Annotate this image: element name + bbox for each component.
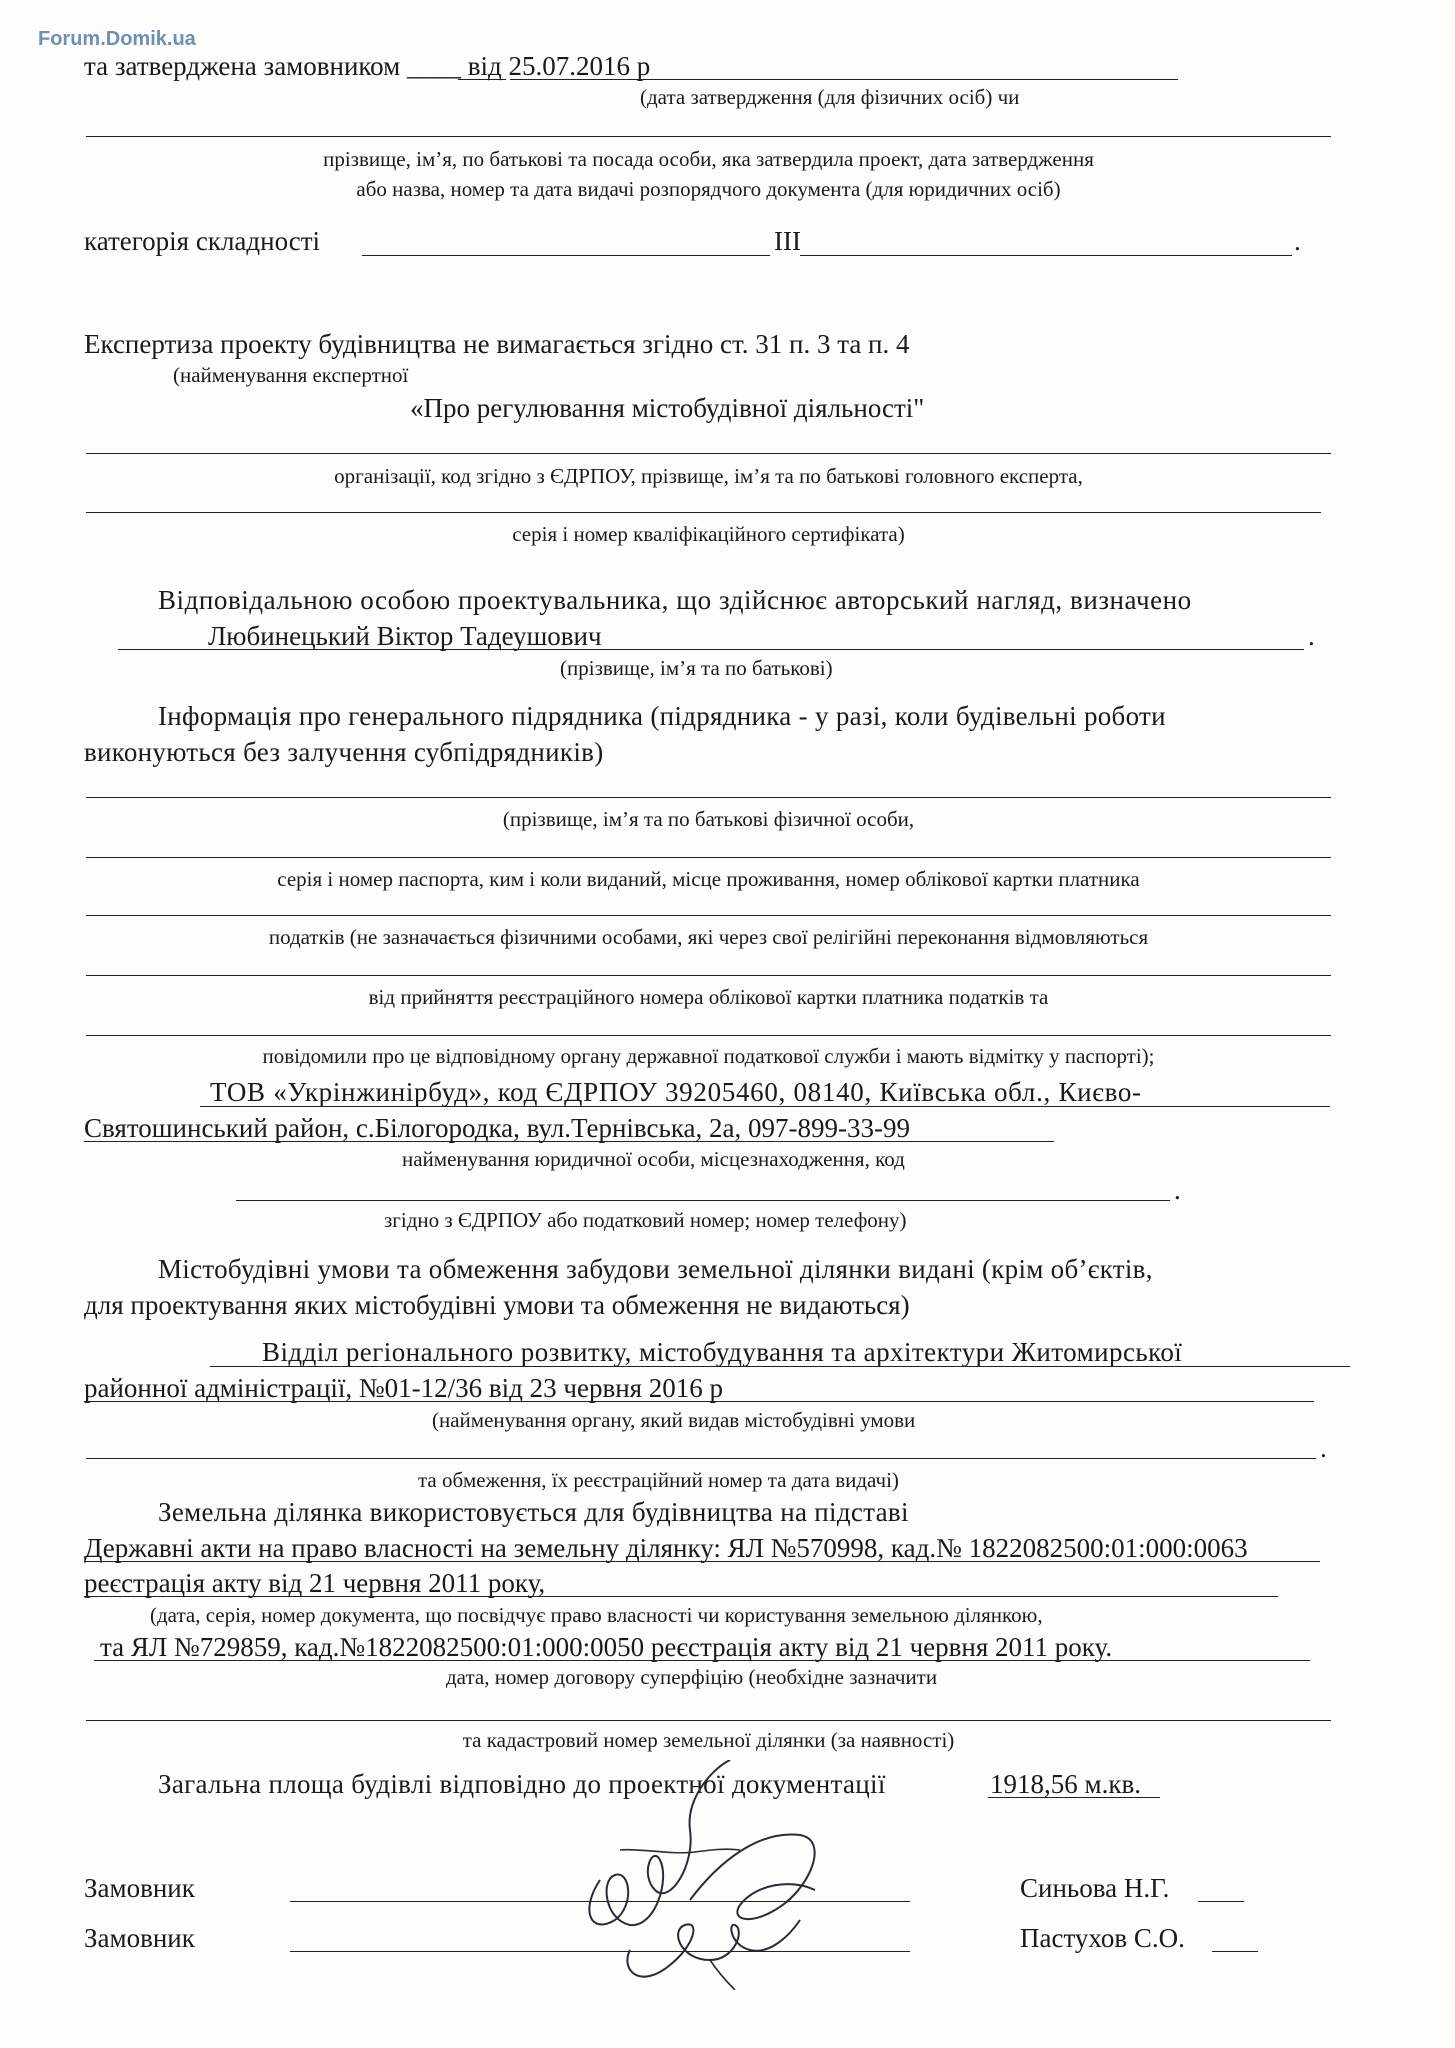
expertise-line-2 bbox=[86, 512, 1321, 513]
contractor-line-2 bbox=[86, 857, 1331, 858]
complexity-underline-right bbox=[800, 255, 1292, 256]
contractor-caption-5: повідомили про це відповідному органу державної податкової служби і мають відмітку у паспорті); bbox=[262, 1044, 1155, 1068]
approved-number-underline bbox=[458, 79, 506, 80]
contractor-caption-1: (прізвище, ім’я та по батькові фізичної особи, bbox=[502, 807, 915, 831]
land-line bbox=[86, 1720, 1331, 1721]
land-acts-underline-3 bbox=[94, 1660, 1310, 1661]
urban-caption-2: та обмеження, їх реєстраційний номер та дата видачі) bbox=[418, 1468, 899, 1492]
signature-name-underline-1 bbox=[1198, 1901, 1244, 1902]
supervisor-caption: (прізвище, ім’я та по батькові) bbox=[560, 656, 833, 680]
urban-line bbox=[86, 1458, 1316, 1459]
contractor-text-1: Інформація про генерального підрядника (підрядника - у разі, коли будівельні роботи bbox=[158, 701, 1166, 731]
complexity-value: III bbox=[774, 226, 801, 256]
contractor-caption-2: серія і номер паспорта, ким і коли виданий, місце проживання, номер облікової картки платника bbox=[277, 867, 1140, 891]
issuer-underline-1 bbox=[210, 1366, 1350, 1367]
land-acts-2: реєстрація акту від 21 червня 2011 року, bbox=[84, 1568, 546, 1598]
supervisor-period: . bbox=[1308, 621, 1315, 651]
law-name: «Про регулювання містобудівної діяльності" bbox=[410, 393, 925, 423]
contractor-line-5 bbox=[86, 1035, 1331, 1036]
land-text: Земельна ділянка використовується для будівництва на підставі bbox=[158, 1497, 909, 1527]
signature-name-2: Пастухов С.О. bbox=[1020, 1923, 1185, 1953]
signature-role-1: Замовник bbox=[84, 1873, 195, 1903]
handwritten-signature bbox=[560, 1760, 880, 1990]
complexity-period: . bbox=[1294, 226, 1301, 256]
issuer-line-1: Відділ регіонального розвитку, містобудування та архітектури Житомирської bbox=[262, 1337, 1183, 1367]
signature-name-1: Синьова Н.Г. bbox=[1020, 1873, 1170, 1903]
area-text: Загальна площа будівлі відповідно до проектної документації bbox=[158, 1769, 886, 1799]
land-acts-1: Державні акти на право власності на земельну ділянку: ЯЛ №570998, кад.№ 1822082500:01:000:0063 bbox=[84, 1533, 1248, 1563]
contractor-line-1 bbox=[86, 797, 1331, 798]
area-value: 1918,56 м.кв. bbox=[990, 1769, 1141, 1799]
contractor-caption-7: згідно з ЄДРПОУ або податковий номер; номер телефону) bbox=[384, 1208, 907, 1232]
supervisor-name: Любинецький Віктор Тадеушович bbox=[208, 621, 602, 651]
expertise-caption-3: серія і номер кваліфікаційного сертифіката) bbox=[512, 522, 905, 546]
land-acts-3: та ЯЛ №729859, кад.№1822082500:01:000:0050 реєстрація акту від 21 червня 2011 року. bbox=[100, 1632, 1113, 1662]
approved-date-underline bbox=[510, 79, 1178, 80]
expertise-caption-1: (найменування експертної bbox=[173, 363, 409, 387]
urban-text-1: Містобудівні умови та обмеження забудови земельної ділянки видані (крім об’єктів, bbox=[158, 1254, 1153, 1284]
signature-name-underline-2 bbox=[1212, 1951, 1258, 1952]
approved-line: та затверджена замовником ____ від 25.07.2016 р bbox=[84, 51, 651, 81]
contractor-caption-4: від прийняття реєстраційного номера облікової картки платника податків та bbox=[368, 985, 1049, 1009]
complexity-underline-left bbox=[362, 255, 770, 256]
expertise-text: Експертиза проекту будівництва не вимагається згідно ст. 31 п. 3 та п. 4 bbox=[84, 329, 910, 359]
land-caption-2: дата, номер договору суперфіцію (необхідне зазначити bbox=[446, 1665, 938, 1689]
contractor-caption-6: найменування юридичної особи, місцезнаходження, код bbox=[402, 1147, 905, 1171]
company-underline-1 bbox=[200, 1106, 1330, 1107]
approver-caption-2: або назва, номер та дата видачі розпорядчого документа (для юридичних осіб) bbox=[356, 177, 1061, 201]
approver-caption-1: прізвище, ім’я, по батькові та посада особи, яка затвердила проект, дата затвердження bbox=[323, 147, 1094, 171]
expertise-caption-2: організації, код згідно з ЄДРПОУ, прізвище, ім’я та по батькові головного експерта, bbox=[334, 464, 1083, 488]
issuer-underline-2 bbox=[84, 1401, 1314, 1402]
contractor-line-4 bbox=[86, 975, 1331, 976]
expertise-line-1 bbox=[86, 453, 1331, 454]
signature-role-2: Замовник bbox=[84, 1923, 195, 1953]
watermark: Forum.Domik.ua bbox=[38, 28, 196, 50]
company-line-2: Святошинський район, с.Білогородка, вул.Тернівська, 2а, 097-899-33-99 bbox=[84, 1113, 910, 1143]
approver-line bbox=[86, 136, 1331, 137]
complexity-label: категорія складності bbox=[84, 226, 321, 256]
land-caption-3: та кадастровий номер земельної ділянки (за наявності) bbox=[462, 1728, 955, 1752]
contractor-caption-3: податків (не зазначається фізичними особами, які через свої релігійні переконання відмовляються bbox=[268, 925, 1149, 949]
urban-text-2: для проектування яких містобудівні умови та обмеження не видаються) bbox=[84, 1290, 910, 1320]
urban-caption-1: (найменування органу, який видав містобудівні умови bbox=[432, 1408, 916, 1432]
land-caption-1: (дата, серія, номер документа, що посвідчує право власності чи користування земельною ділянкою, bbox=[150, 1603, 1043, 1627]
issuer-line-2: районної адміністрації, №01-12/36 від 23 червня 2016 р bbox=[84, 1373, 724, 1403]
land-acts-underline-1 bbox=[84, 1561, 1320, 1562]
supervisor-underline bbox=[118, 649, 1304, 650]
urban-line-period: . bbox=[1320, 1433, 1327, 1463]
contractor-text-2: виконуються без залучення субпідрядників) bbox=[84, 737, 604, 767]
approved-caption: (дата затвердження (для фізичних осіб) чи bbox=[640, 85, 1020, 109]
contractor-line-6-period: . bbox=[1174, 1175, 1181, 1205]
supervisor-text: Відповідальною особою проектувальника, що здійснює авторський нагляд, визначено bbox=[158, 585, 1192, 615]
contractor-line-3 bbox=[86, 915, 1331, 916]
contractor-line-6 bbox=[236, 1200, 1170, 1201]
company-line-1: ТОВ «Укрінжинірбуд», код ЄДРПОУ 39205460, 08140, Київська обл., Києво- bbox=[210, 1077, 1142, 1107]
land-acts-underline-2 bbox=[84, 1596, 1278, 1597]
area-underline bbox=[988, 1797, 1160, 1798]
company-underline-2 bbox=[84, 1141, 1054, 1142]
